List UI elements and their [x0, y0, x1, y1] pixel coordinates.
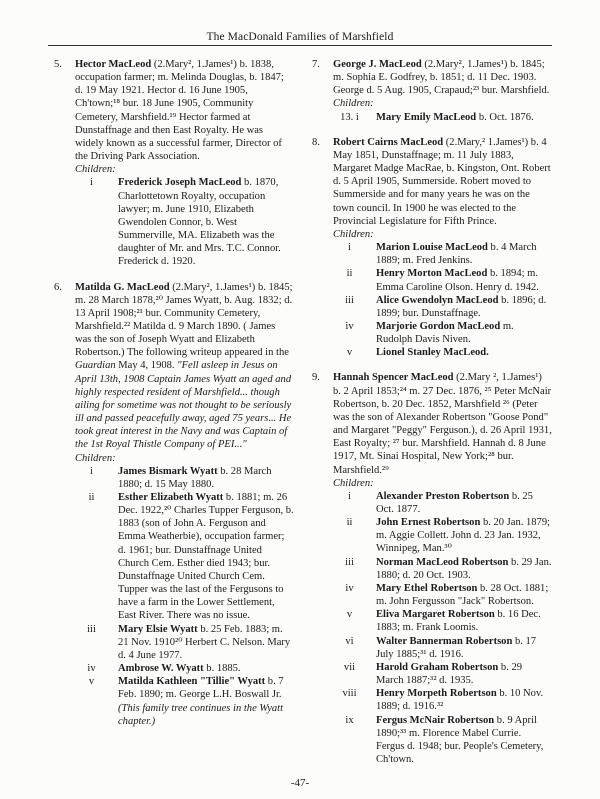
child-number: iii	[345, 556, 354, 568]
child-name: James Bismark Wyatt	[118, 465, 218, 477]
child-entry	[333, 320, 552, 346]
entry-text	[333, 58, 552, 97]
entry-details: (2.Mary ², 1.James¹) b. 2 April 1853;²⁴ m. 27 Dec. 1876, ²⁵ Peter McNair Robertson, b. 20 Dec. 1852, Marshfield ²⁶ (Peter was the son of Alexander Robertson "Goose Pond" and Margaret "Peggy" Ferguson.), d. 26 April 1931, East Royalty; ²⁷ bur. Marshfield. Hannah d. 8 June 1917, Mt. Sinai Hospital, New York;²⁸ bur. Marshfield.²⁹	[333, 372, 552, 476]
child-number: i	[90, 177, 93, 189]
entry-details: (2.Mary,² 1.James¹) b. 4 May 1851, Dunstaffnage; m. 11 July 1883, Margaret Madge MacRae, b. Kingston, Ont. Robert d. 5 April 1905, Summerside. Robert moved to Summerside and for many years he was on the town council. In 1900 he was elected to the Provincial Legislature for Fifth Prince.	[333, 136, 551, 227]
child-details: b. 1896; d. 1899; bur. Dunstaffnage.	[376, 294, 547, 319]
child-name: Ambrose W. Wyatt	[118, 663, 204, 675]
entry-name: Matilda G. MacLeod	[75, 281, 170, 293]
child-details: b. 29 March 1887;³² d. 1935.	[376, 661, 523, 687]
child-entry	[75, 491, 294, 623]
child-entry	[333, 267, 552, 293]
page-title: The MacDonald Families of Marshfield	[206, 31, 394, 43]
entry-8	[308, 136, 552, 360]
child-details: b. 17 July 1885;³¹ d. 1916.	[376, 635, 537, 660]
child-details: b. 25 Feb. 1883; m. 21 Nov. 1910²⁰ Herbert C. Nelson. Mary d. 4 June 1977.	[118, 623, 291, 661]
child-number: vi	[345, 635, 354, 647]
child-name: Mary Elsie Wyatt	[118, 623, 198, 635]
entry-9	[308, 371, 552, 766]
child-entry	[333, 490, 552, 516]
child-number: v	[346, 347, 353, 359]
entry-details: (2.Mary², 1.James¹) b. 1838, occupation farmer; m. Melinda Douglas, b. 1847; d. 19 May 1921. Hector d. 16 June 1905, Ch'town;¹⁸ bur. 18 June 1905, Community Cemetery, Marshfield.¹⁹ Hector farmed at Dunstaffnage and then East Royalty. He was widely known as a successful farmer, Director of the Driving Park Association.	[75, 59, 284, 163]
child-number: vii	[343, 661, 356, 673]
child-number: iv	[345, 320, 354, 332]
entry-5	[50, 58, 294, 269]
newspaper-name: Guardian	[75, 360, 116, 372]
entry-name: George J. MacLeod	[333, 59, 422, 70]
child-details: b. 25 Oct. 1877.	[376, 490, 533, 515]
child-name: Esther Elizabeth Wyatt	[118, 492, 224, 503]
entry-name: Hannah Spencer MacLeod	[333, 372, 454, 384]
child-number: 13. i	[340, 111, 359, 123]
entry-number: 8.	[312, 136, 320, 148]
child-entry	[333, 294, 552, 320]
right-column	[308, 58, 552, 778]
child-entry	[75, 176, 294, 268]
child-number: iv	[87, 663, 96, 675]
child-details: b. 10 Nov. 1889; d. 1916.³²	[376, 688, 544, 713]
child-name: Alexander Preston Robertson	[376, 490, 510, 502]
child-name: Henry Morpeth Robertson	[376, 688, 497, 700]
child-entry	[333, 661, 552, 687]
child-name: Frederick Joseph MacLeod	[118, 177, 242, 189]
child-entry	[333, 687, 552, 713]
child-name: Fergus McNair Robertson	[376, 714, 495, 726]
entry-details: (2.Mary², 1.James¹) b. 1845; m. Sophia E. Godfrey, b. 1851; d. 11 Dec. 1903. George d. 5 Aug. 1905, Crapaud;²³ bur. Marshfield.	[333, 59, 550, 97]
child-number: v	[88, 676, 95, 688]
entry-text	[75, 281, 294, 452]
obituary-quote: "Fell asleep in Jesus on April 13th, 1908 Captain James Wyatt an aged and highly respected resident of Marshfield... though ailing for sometime was not thought to be seriously ill and passed peacefully away, aged 75 years... He took great interest in the Navy and was Captain of the 1st Royal Thistle Company of PEI..."	[75, 360, 292, 451]
child-name: Walter Bannerman Robertson	[376, 635, 513, 647]
child-name: Norman MacLeod Robertson	[376, 556, 509, 568]
left-column	[50, 58, 294, 740]
children-label: Children:	[333, 98, 374, 110]
entry-text	[333, 136, 552, 228]
entry-number: 6.	[54, 281, 62, 293]
children-label: Children:	[333, 477, 374, 489]
child-entry	[333, 635, 552, 661]
child-number: i	[348, 490, 351, 502]
child-number: viii	[342, 688, 357, 700]
child-details: b. 7 Feb. 1890; m. George L.H. Boswall Jr.	[118, 676, 284, 701]
entry-7	[308, 58, 552, 124]
child-entry	[75, 623, 294, 662]
entry-number: 5.	[54, 59, 62, 70]
child-name: Harold Graham Robertson	[376, 661, 499, 673]
child-entry	[333, 516, 552, 555]
child-number: ii	[346, 268, 353, 280]
child-name: Marion Louise MacLeod	[376, 242, 488, 254]
entry-details-cont: May 4, 1908.	[115, 360, 178, 372]
entry-text	[75, 58, 294, 163]
child-name: John Ernest Robertson	[376, 517, 481, 529]
child-entry	[333, 714, 552, 767]
child-name: Matilda Kathleen "Tillie" Wyatt	[118, 676, 266, 688]
child-details: b. 9 April 1890;³³ m. Florence Mabel Currie. Fergus d. 1948; bur. People's Cemetery, Ch'town.	[376, 714, 544, 765]
child-number: ii	[346, 517, 353, 529]
page-number: -47-	[290, 777, 310, 789]
continuation-note: (This family tree continues in the Wyatt chapter.)	[118, 702, 284, 727]
child-name: Alice Gwendolyn MacLeod	[376, 294, 499, 306]
child-details: b. 1894; m. Emma Caroline Olson. Henry d. 1942.	[376, 268, 539, 293]
child-number: ix	[345, 714, 354, 726]
child-name: Eliva Margaret Robertson	[376, 609, 495, 621]
entry-details: (2.Mary², 1.James¹) b. 1845; m. 28 March 1878,²⁰ James Wyatt, b. Aug. 1832; d. 13 April 1908;²¹ bur. Community Cemetery, Marshfield.²² Matilda d. 9 March 1890. ( James was the son of Joseph Wyatt and Elizabeth Robertson.) The following writeup appeared in the	[75, 281, 293, 359]
child-details: m. Rudolph Davis Niven.	[376, 320, 514, 346]
child-number: i	[90, 465, 93, 477]
entry-name: Robert Cairns MacLeod	[333, 136, 444, 148]
entry-number: 9.	[312, 372, 320, 384]
child-name: Mary Emily MacLeod	[376, 111, 477, 123]
child-details: b. Oct. 1876.	[476, 111, 534, 123]
entry-text	[333, 371, 552, 476]
child-details: b. 16 Dec. 1883; m. Frank Loomis.	[376, 609, 541, 634]
header-rule	[48, 45, 552, 46]
child-number: iv	[345, 582, 354, 594]
child-entry	[75, 465, 294, 491]
entry-6	[50, 281, 294, 728]
child-entry	[333, 346, 552, 359]
child-details: b. 20 Jan. 1879; m. Aggie Collett. John d. 23 Jan. 1932, Winnipeg, Man.³⁰	[376, 517, 551, 555]
child-entry	[333, 608, 552, 634]
child-entry	[333, 582, 552, 608]
child-name: Henry Morton MacLeod	[376, 268, 488, 280]
child-name: Marjorie Gordon MacLeod	[376, 320, 501, 332]
entry-number: 7.	[312, 59, 320, 70]
child-entry	[75, 662, 294, 675]
child-details: b. 28 March 1880; d. 15 May 1880.	[118, 465, 272, 490]
child-details: b. 1885.	[203, 663, 241, 675]
child-entry	[333, 241, 552, 267]
child-details: b. 29 Jan. 1880; d. 20 Oct. 1903.	[376, 556, 552, 581]
children-label: Children:	[75, 164, 116, 176]
child-number: v	[346, 609, 353, 621]
child-name: Lionel Stanley MacLeod.	[376, 347, 489, 359]
child-entry	[333, 556, 552, 582]
children-label: Children:	[75, 452, 116, 464]
child-entry	[333, 111, 552, 124]
child-number: iii	[345, 294, 354, 306]
child-details: b. 1881; m. 26 Dec. 1922,²⁰ Charles Tupper Ferguson, b. 1883 (son of John A. Ferguson and Emma Weatherbie), occupation farmer; d. 1961; bur. Dunstaffnage United Church Cem. Esther died 1943; bur. Dunstaffnage United Church Cem. Tupper was the last of the Fergusons to have a farm in the Lower Settlement, East River. There was no issue.	[118, 492, 294, 622]
child-number: iii	[87, 623, 96, 635]
child-number: i	[348, 242, 351, 254]
child-name: Mary Ethel Robertson	[376, 582, 478, 594]
child-number: ii	[88, 492, 95, 503]
child-entry	[75, 675, 294, 728]
child-details: b. 4 March 1889; m. Fred Jenkins.	[376, 242, 537, 267]
children-label: Children:	[333, 228, 374, 240]
child-details: b. 28 Oct. 1881; m. John Fergusson "Jack" Robertson.	[376, 582, 549, 608]
child-details: b. 1870, Charlottetown Royalty, occupation lawyer; m. June 1910, Elizabeth Gwendolen Connor, b. West Summerville, MA. Elizabeth was the daughter of Mr. and Mrs. T.C. Connor. Frederick d. 1920.	[118, 177, 281, 268]
entry-name: Hector MacLeod	[75, 59, 152, 70]
